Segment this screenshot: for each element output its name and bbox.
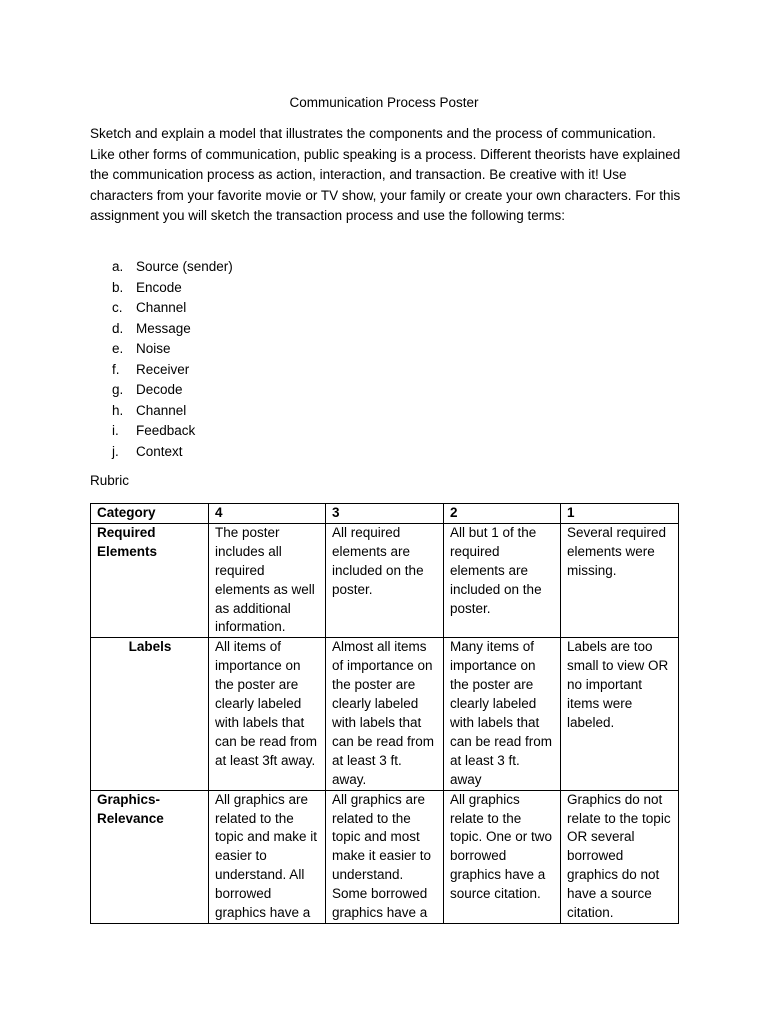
header-category: Category	[91, 504, 209, 524]
table-cell: All items of importance on the poster are clearly labeled with labels that can be read from at least 3ft away.	[209, 638, 326, 790]
header-score-3: 3	[326, 504, 444, 524]
list-item	[112, 401, 233, 422]
row-category: Labels	[91, 638, 209, 790]
table-cell: All graphics relate to the topic. One or two borrowed graphics have a source citation.	[444, 790, 561, 923]
terms-list	[112, 257, 233, 462]
list-item	[112, 339, 233, 360]
term-text: Source (sender)	[136, 259, 233, 274]
list-item	[112, 257, 233, 278]
table-cell: Several required elements were missing.	[561, 523, 679, 637]
list-marker: g.	[112, 382, 124, 397]
intro-paragraph: Sketch and explain a model that illustrates the components and the process of communication. Like other forms of communication, public speaking is a process. Different theorists have explained the communication process as action, interaction, and transaction. Be creative with it! Use characters from your favorite movie or TV show, your family or create your own characters. For this assignment you will sketch the transaction process and use the following terms:	[90, 126, 681, 224]
list-item	[112, 442, 233, 463]
rubric-table	[90, 503, 679, 924]
table-row	[91, 790, 679, 923]
table-cell: Many items of importance on the poster are clearly labeled with labels that can be read from at least 3 ft. away	[444, 638, 561, 790]
table-cell: All graphics are related to the topic and make it easier to understand. All borrowed graphics have a	[209, 790, 326, 923]
term-text: Message	[136, 320, 191, 336]
rubric-heading: Rubric	[90, 473, 130, 488]
list-item	[112, 298, 233, 319]
table-row	[91, 523, 679, 637]
table-cell: All but 1 of the required elements are included on the poster.	[444, 523, 561, 637]
document-title: Communication Process Poster	[289, 95, 479, 110]
list-marker: d.	[112, 320, 124, 336]
list-marker: f.	[112, 361, 120, 377]
list-marker: i.	[112, 423, 119, 438]
term-text: Noise	[136, 341, 171, 356]
list-item	[112, 421, 233, 442]
term-text: Decode	[136, 382, 183, 397]
table-cell: Labels are too small to view OR no important items were labeled.	[561, 638, 679, 790]
list-marker: a.	[112, 259, 124, 274]
table-header-row	[91, 504, 679, 524]
table-row	[91, 638, 679, 790]
list-marker: c.	[112, 300, 123, 315]
list-item	[112, 360, 233, 381]
list-marker: h.	[112, 402, 124, 418]
term-text: Encode	[136, 279, 182, 295]
table-cell: All graphics are related to the topic and most make it easier to understand. Some borrowed graphics have a	[326, 790, 444, 923]
list-item	[112, 380, 233, 401]
table-cell: Graphics do not relate to the topic OR several borrowed graphics do not have a source citation.	[561, 790, 679, 923]
header-score-2: 2	[444, 504, 561, 524]
table-cell: The poster includes all required elements as well as additional information.	[209, 523, 326, 637]
table-cell: All required elements are included on the poster.	[326, 523, 444, 637]
term-text: Receiver	[136, 361, 190, 377]
header-score-4: 4	[209, 504, 326, 524]
header-score-1: 1	[561, 504, 679, 524]
list-marker: e.	[112, 341, 124, 356]
term-text: Context	[136, 443, 183, 459]
term-text: Channel	[136, 300, 187, 315]
list-marker: b.	[112, 279, 124, 295]
term-text: Channel	[136, 402, 187, 418]
list-marker: j.	[112, 443, 119, 459]
term-text: Feedback	[136, 423, 196, 438]
list-item	[112, 278, 233, 299]
row-category: Graphics-Relevance	[91, 790, 209, 923]
table-cell: Almost all items of importance on the poster are clearly labeled with labels that can be read from at least 3 ft. away.	[326, 638, 444, 790]
list-item	[112, 319, 233, 340]
row-category: Required Elements	[91, 523, 209, 637]
